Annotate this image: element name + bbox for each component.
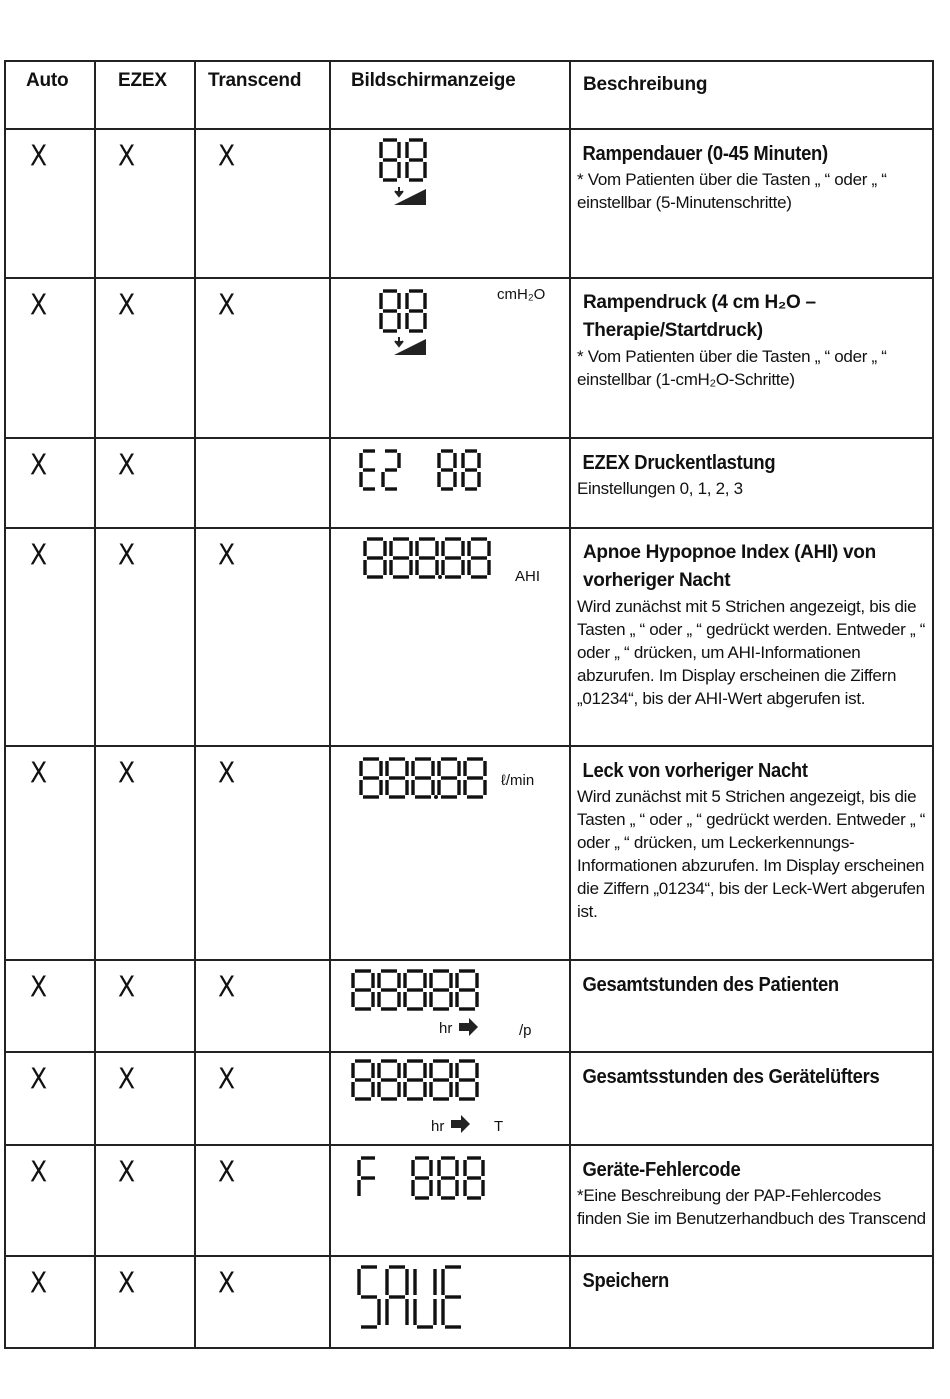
cell-description <box>570 129 933 278</box>
compat-mark: X <box>30 288 48 322</box>
description-body: Wird zunächst mit 5 Strichen angezeigt, bis die Tasten „ “ oder „ “ gedrückt werden. Entweder „ “ oder „ “ drücken, um AHI-Informationen abzurufen. Im Display erscheinen die Ziffern „01234“, bis der AHI-Wert abgerufen ist. <box>577 597 926 708</box>
lcd-display <box>331 130 569 279</box>
cell-ezex <box>95 1052 195 1145</box>
compat-mark: X <box>30 448 48 482</box>
compat-mark: X <box>118 448 136 482</box>
unit-suffix: T <box>494 1118 504 1135</box>
table-row <box>5 1256 933 1348</box>
cell-ezex <box>95 1145 195 1256</box>
description-title: Apnoe Hypopnoe Index (AHI) von vorheriger Nacht <box>583 542 876 591</box>
header-row <box>5 61 933 129</box>
lcd-display <box>331 1146 569 1257</box>
lcd-display <box>331 747 569 961</box>
header-display: Bildschirmanzeige <box>330 61 570 129</box>
compat-mark: X <box>30 756 48 790</box>
unit-label: AHI <box>515 568 541 585</box>
cell-description <box>570 528 933 746</box>
unit-label: ℓ/min <box>501 772 535 789</box>
description-title: Gesamtstunden des Patienten <box>582 974 839 996</box>
cell-display <box>330 129 570 278</box>
description-title: EZEX Druckentlastung <box>582 452 776 474</box>
header-ezex: EZEX <box>95 61 195 129</box>
compat-mark: X <box>218 139 236 173</box>
cell-transcend <box>195 438 330 528</box>
cell-ezex <box>95 129 195 278</box>
compat-mark: X <box>118 538 136 572</box>
unit-suffix: /p <box>519 1022 532 1039</box>
table-row <box>5 129 933 278</box>
cell-auto <box>5 278 95 438</box>
description-title: Leck von vorheriger Nacht <box>582 760 808 782</box>
description-body: Einstellungen 0, 1, 2, 3 <box>577 479 743 498</box>
cell-ezex <box>95 746 195 960</box>
cell-auto <box>5 1145 95 1256</box>
cell-transcend <box>195 528 330 746</box>
cell-ezex <box>95 438 195 528</box>
header-transcend: Transcend <box>195 61 330 129</box>
table-row <box>5 960 933 1052</box>
unit-label: cmH₂O <box>497 286 546 303</box>
compat-mark: X <box>118 970 136 1004</box>
compat-mark: X <box>118 288 136 322</box>
cell-description <box>570 1256 933 1348</box>
display-reference-table <box>4 60 934 1349</box>
header-description: Beschreibung <box>570 61 933 129</box>
table-row <box>5 278 933 438</box>
cell-description <box>570 438 933 528</box>
description-body: Wird zunächst mit 5 Strichen angezeigt, bis die Tasten „ “ oder „ “ gedrückt werden. Entweder „ “ oder „ “ drücken, um Leckerkennungs-Informationen abzurufen. Im Display erscheinen die Ziffern „01234“, bis der Leck-Wert abgerufen ist. <box>577 787 926 921</box>
lcd-display <box>331 961 569 1053</box>
cell-transcend <box>195 129 330 278</box>
cell-ezex <box>95 528 195 746</box>
cell-auto <box>5 746 95 960</box>
description-body: *Eine Beschreibung der PAP-Fehlercodes finden Sie im Benutzerhandbuch des Transcend <box>577 1186 926 1228</box>
description-body: * Vom Patienten über die Tasten „ “ oder „ “ einstellbar (1-cmH₂O-Schritte) <box>577 347 887 389</box>
arrow-right-icon <box>451 1115 470 1133</box>
compat-mark: X <box>118 1155 136 1189</box>
cell-display <box>330 438 570 528</box>
cell-auto <box>5 1052 95 1145</box>
cell-auto <box>5 1256 95 1348</box>
compat-mark: X <box>118 1266 136 1300</box>
compat-mark: X <box>30 1266 48 1300</box>
compat-mark <box>196 439 329 448</box>
lcd-display <box>331 279 569 439</box>
table-row <box>5 528 933 746</box>
cell-auto <box>5 528 95 746</box>
compat-mark: X <box>218 538 236 572</box>
compat-mark: X <box>30 970 48 1004</box>
description-title: Gesamtsstunden des Gerätelüfters <box>582 1066 880 1088</box>
ramp-icon <box>394 337 426 355</box>
description-title: Rampendruck (4 cm H₂O – Therapie/Startdruck) <box>583 292 816 341</box>
compat-mark: X <box>118 139 136 173</box>
compat-mark: X <box>218 756 236 790</box>
table-row <box>5 1052 933 1145</box>
cell-transcend <box>195 278 330 438</box>
cell-display <box>330 1145 570 1256</box>
decimal-point <box>434 795 438 799</box>
table-row <box>5 1145 933 1256</box>
compat-mark: X <box>218 288 236 322</box>
lcd-display <box>331 1053 569 1146</box>
cell-ezex <box>95 1256 195 1348</box>
cell-display <box>330 1052 570 1145</box>
compat-mark: X <box>218 970 236 1004</box>
compat-mark: X <box>218 1155 236 1189</box>
cell-display <box>330 746 570 960</box>
cell-transcend <box>195 1052 330 1145</box>
description-body: * Vom Patienten über die Tasten „ “ oder „ “ einstellbar (5-Minutenschritte) <box>577 170 887 212</box>
compat-mark: X <box>30 1155 48 1189</box>
cell-display <box>330 278 570 438</box>
table-row <box>5 438 933 528</box>
cell-ezex <box>95 960 195 1052</box>
unit-label: hr <box>431 1118 445 1135</box>
cell-description <box>570 278 933 438</box>
table-row <box>5 746 933 960</box>
cell-auto <box>5 438 95 528</box>
cell-transcend <box>195 1145 330 1256</box>
cell-auto <box>5 129 95 278</box>
cell-display <box>330 1256 570 1348</box>
cell-transcend <box>195 1256 330 1348</box>
description-title: Geräte-Fehlercode <box>582 1159 741 1181</box>
header-auto: Auto <box>5 61 95 129</box>
compat-mark: X <box>218 1266 236 1300</box>
cell-transcend <box>195 960 330 1052</box>
lcd-display <box>331 1257 569 1349</box>
compat-mark: X <box>118 756 136 790</box>
lcd-display <box>331 439 569 529</box>
cell-transcend <box>195 746 330 960</box>
compat-mark: X <box>30 139 48 173</box>
decimal-point <box>438 575 442 579</box>
cell-description <box>570 746 933 960</box>
cell-display <box>330 528 570 746</box>
compat-mark: X <box>30 538 48 572</box>
lcd-display <box>331 529 569 747</box>
cell-description <box>570 960 933 1052</box>
compat-mark: X <box>118 1062 136 1096</box>
unit-label: hr <box>439 1020 453 1037</box>
cell-auto <box>5 960 95 1052</box>
description-title: Speichern <box>582 1270 669 1292</box>
cell-display <box>330 960 570 1052</box>
cell-description <box>570 1145 933 1256</box>
compat-mark: X <box>30 1062 48 1096</box>
compat-mark: X <box>218 1062 236 1096</box>
cell-ezex <box>95 278 195 438</box>
ramp-icon <box>394 187 426 205</box>
cell-description <box>570 1052 933 1145</box>
description-title: Rampendauer (0-45 Minuten) <box>582 143 828 165</box>
arrow-right-icon <box>459 1018 478 1036</box>
